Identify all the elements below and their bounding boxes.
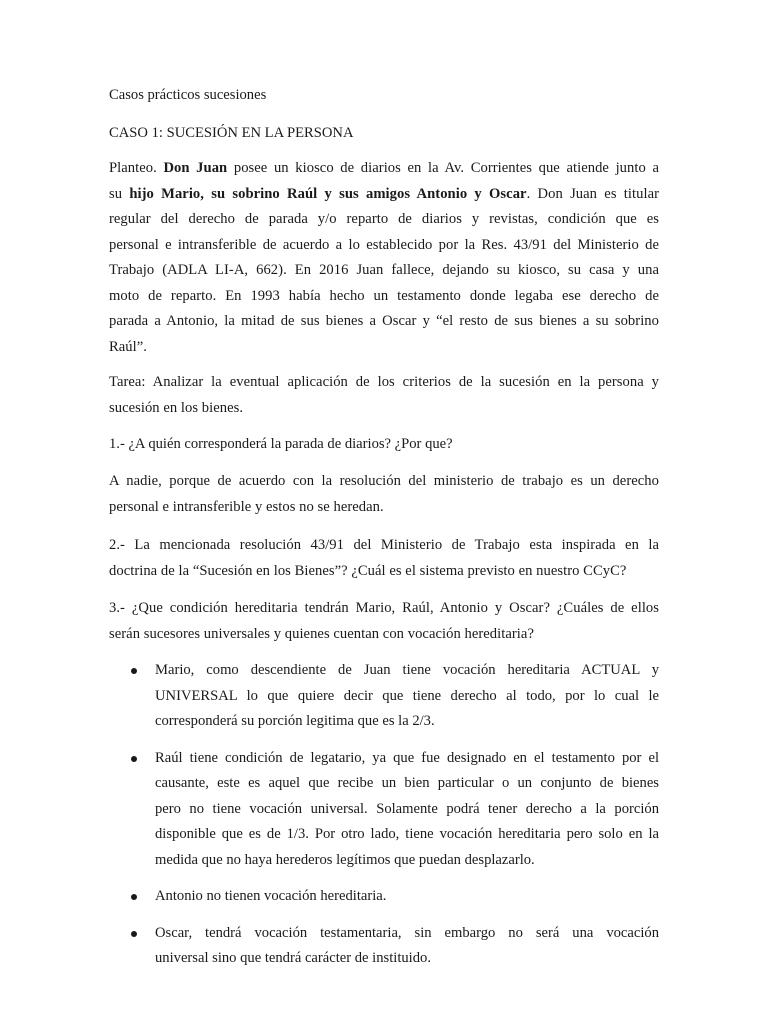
planteo-line: moto de reparto. En 1993 había hecho un testamento donde legaba ese derecho de bbox=[109, 287, 659, 304]
tarea-paragraph bbox=[109, 370, 659, 421]
bullet-line: causante, este es aquel que recibe un bien particular o un conjunto de bienes bbox=[155, 775, 659, 791]
bullet-item-mario bbox=[109, 658, 659, 735]
bullet-dot-icon bbox=[131, 894, 137, 900]
bullet-line: Mario, como descendiente de Juan tiene vocación hereditaria ACTUAL y bbox=[155, 662, 659, 678]
answer-line: A nadie, porque de acuerdo con la resolución del ministerio de trabajo es un derecho bbox=[109, 473, 659, 489]
bullet-line: universal sino que tendrá carácter de instituido. bbox=[155, 950, 431, 966]
question-line: doctrina de la “Sucesión en los Bienes”? ¿Cuál es el sistema previsto en nuestro CCyC? bbox=[109, 562, 627, 579]
planteo-line: parada a Antonio, la mitad de sus bienes a Oscar y “el resto de sus bienes a su sobrino bbox=[109, 313, 659, 329]
don-juan-bold: Don Juan bbox=[163, 160, 228, 176]
answer-line: personal e intransferible y estos no se heredan. bbox=[109, 498, 384, 515]
bullet-item-antonio bbox=[109, 884, 659, 910]
bullet-line: medida que no haya herederos legítimos que puedan desplazarlo. bbox=[155, 851, 535, 868]
document-title: Casos prácticos sucesiones bbox=[109, 87, 267, 103]
bullet-line: UNIVERSAL lo que quiere decir que tiene derecho al todo, por lo cual le bbox=[155, 687, 659, 704]
planteo-label: Planteo. bbox=[109, 160, 164, 176]
bullet-item-oscar bbox=[109, 921, 659, 972]
planteo-line: Trabajo (ADLA LI-A, 662). En 2016 Juan fallece, dejando su kiosco, su casa y una bbox=[109, 262, 659, 278]
answer-bullet-list bbox=[109, 658, 659, 972]
bullet-dot-icon bbox=[131, 668, 137, 674]
planteo-line: Raúl”. bbox=[109, 338, 147, 355]
bullet-dot-icon bbox=[131, 931, 137, 937]
bullet-line: pero no tiene vocación universal. Solamente podrá tener derecho a la porción bbox=[155, 800, 659, 817]
question-1: 1.- ¿A quién corresponderá la parada de diarios? ¿Por que? bbox=[109, 436, 453, 452]
answer-1 bbox=[109, 469, 659, 520]
tarea-line: sucesión en los bienes. bbox=[109, 399, 244, 416]
bullet-line: Raúl tiene condición de legatario, ya que fue designado en el testamento por el bbox=[155, 749, 659, 766]
question-2 bbox=[109, 533, 659, 584]
planteo-line: personal e intransferible de acuerdo a lo establecido por la Res. 43/91 del Ministerio de bbox=[109, 236, 659, 253]
question-line: 2.- La mencionada resolución 43/91 del Ministerio de Trabajo esta inspirada en la bbox=[109, 537, 659, 553]
bullet-line: Oscar, tendrá vocación testamentaria, sin embargo no será una vocación bbox=[155, 924, 659, 941]
planteo-paragraph bbox=[109, 156, 659, 360]
question-line: 3.- ¿Que condición hereditaria tendrán Mario, Raúl, Antonio y Oscar? ¿Cuáles de ellos bbox=[109, 600, 659, 616]
planteo-text: posee un kiosco de diarios en la Av. Corrientes que atiende junto a bbox=[227, 160, 659, 176]
bullet-line: Antonio no tienen vocación hereditaria. bbox=[155, 888, 387, 904]
case-heading: CASO 1: SUCESIÓN EN LA PERSONA bbox=[109, 125, 354, 141]
question-line: serán sucesores universales y quienes cuentan con vocación hereditaria? bbox=[109, 625, 534, 642]
planteo-text: . Don Juan es titular bbox=[526, 185, 660, 202]
bullet-line: corresponderá su porción legitima que es la 2/3. bbox=[155, 713, 435, 729]
bullet-line: disponible que es de 1/3. Por otro lado, tiene vocación hereditaria pero solo en la bbox=[155, 826, 659, 842]
planteo-text: su bbox=[109, 185, 130, 202]
heirs-bold: hijo Mario, su sobrino Raúl y sus amigos Antonio y Oscar bbox=[129, 185, 527, 202]
bullet-item-raul bbox=[109, 746, 659, 874]
bullet-dot-icon bbox=[131, 756, 137, 762]
tarea-line: Tarea: Analizar la eventual aplicación de los criterios de la sucesión en la persona y bbox=[109, 374, 659, 390]
question-3 bbox=[109, 596, 659, 647]
planteo-line: regular del derecho de parada y/o reparto de diarios y revistas, condición que es bbox=[109, 211, 659, 227]
